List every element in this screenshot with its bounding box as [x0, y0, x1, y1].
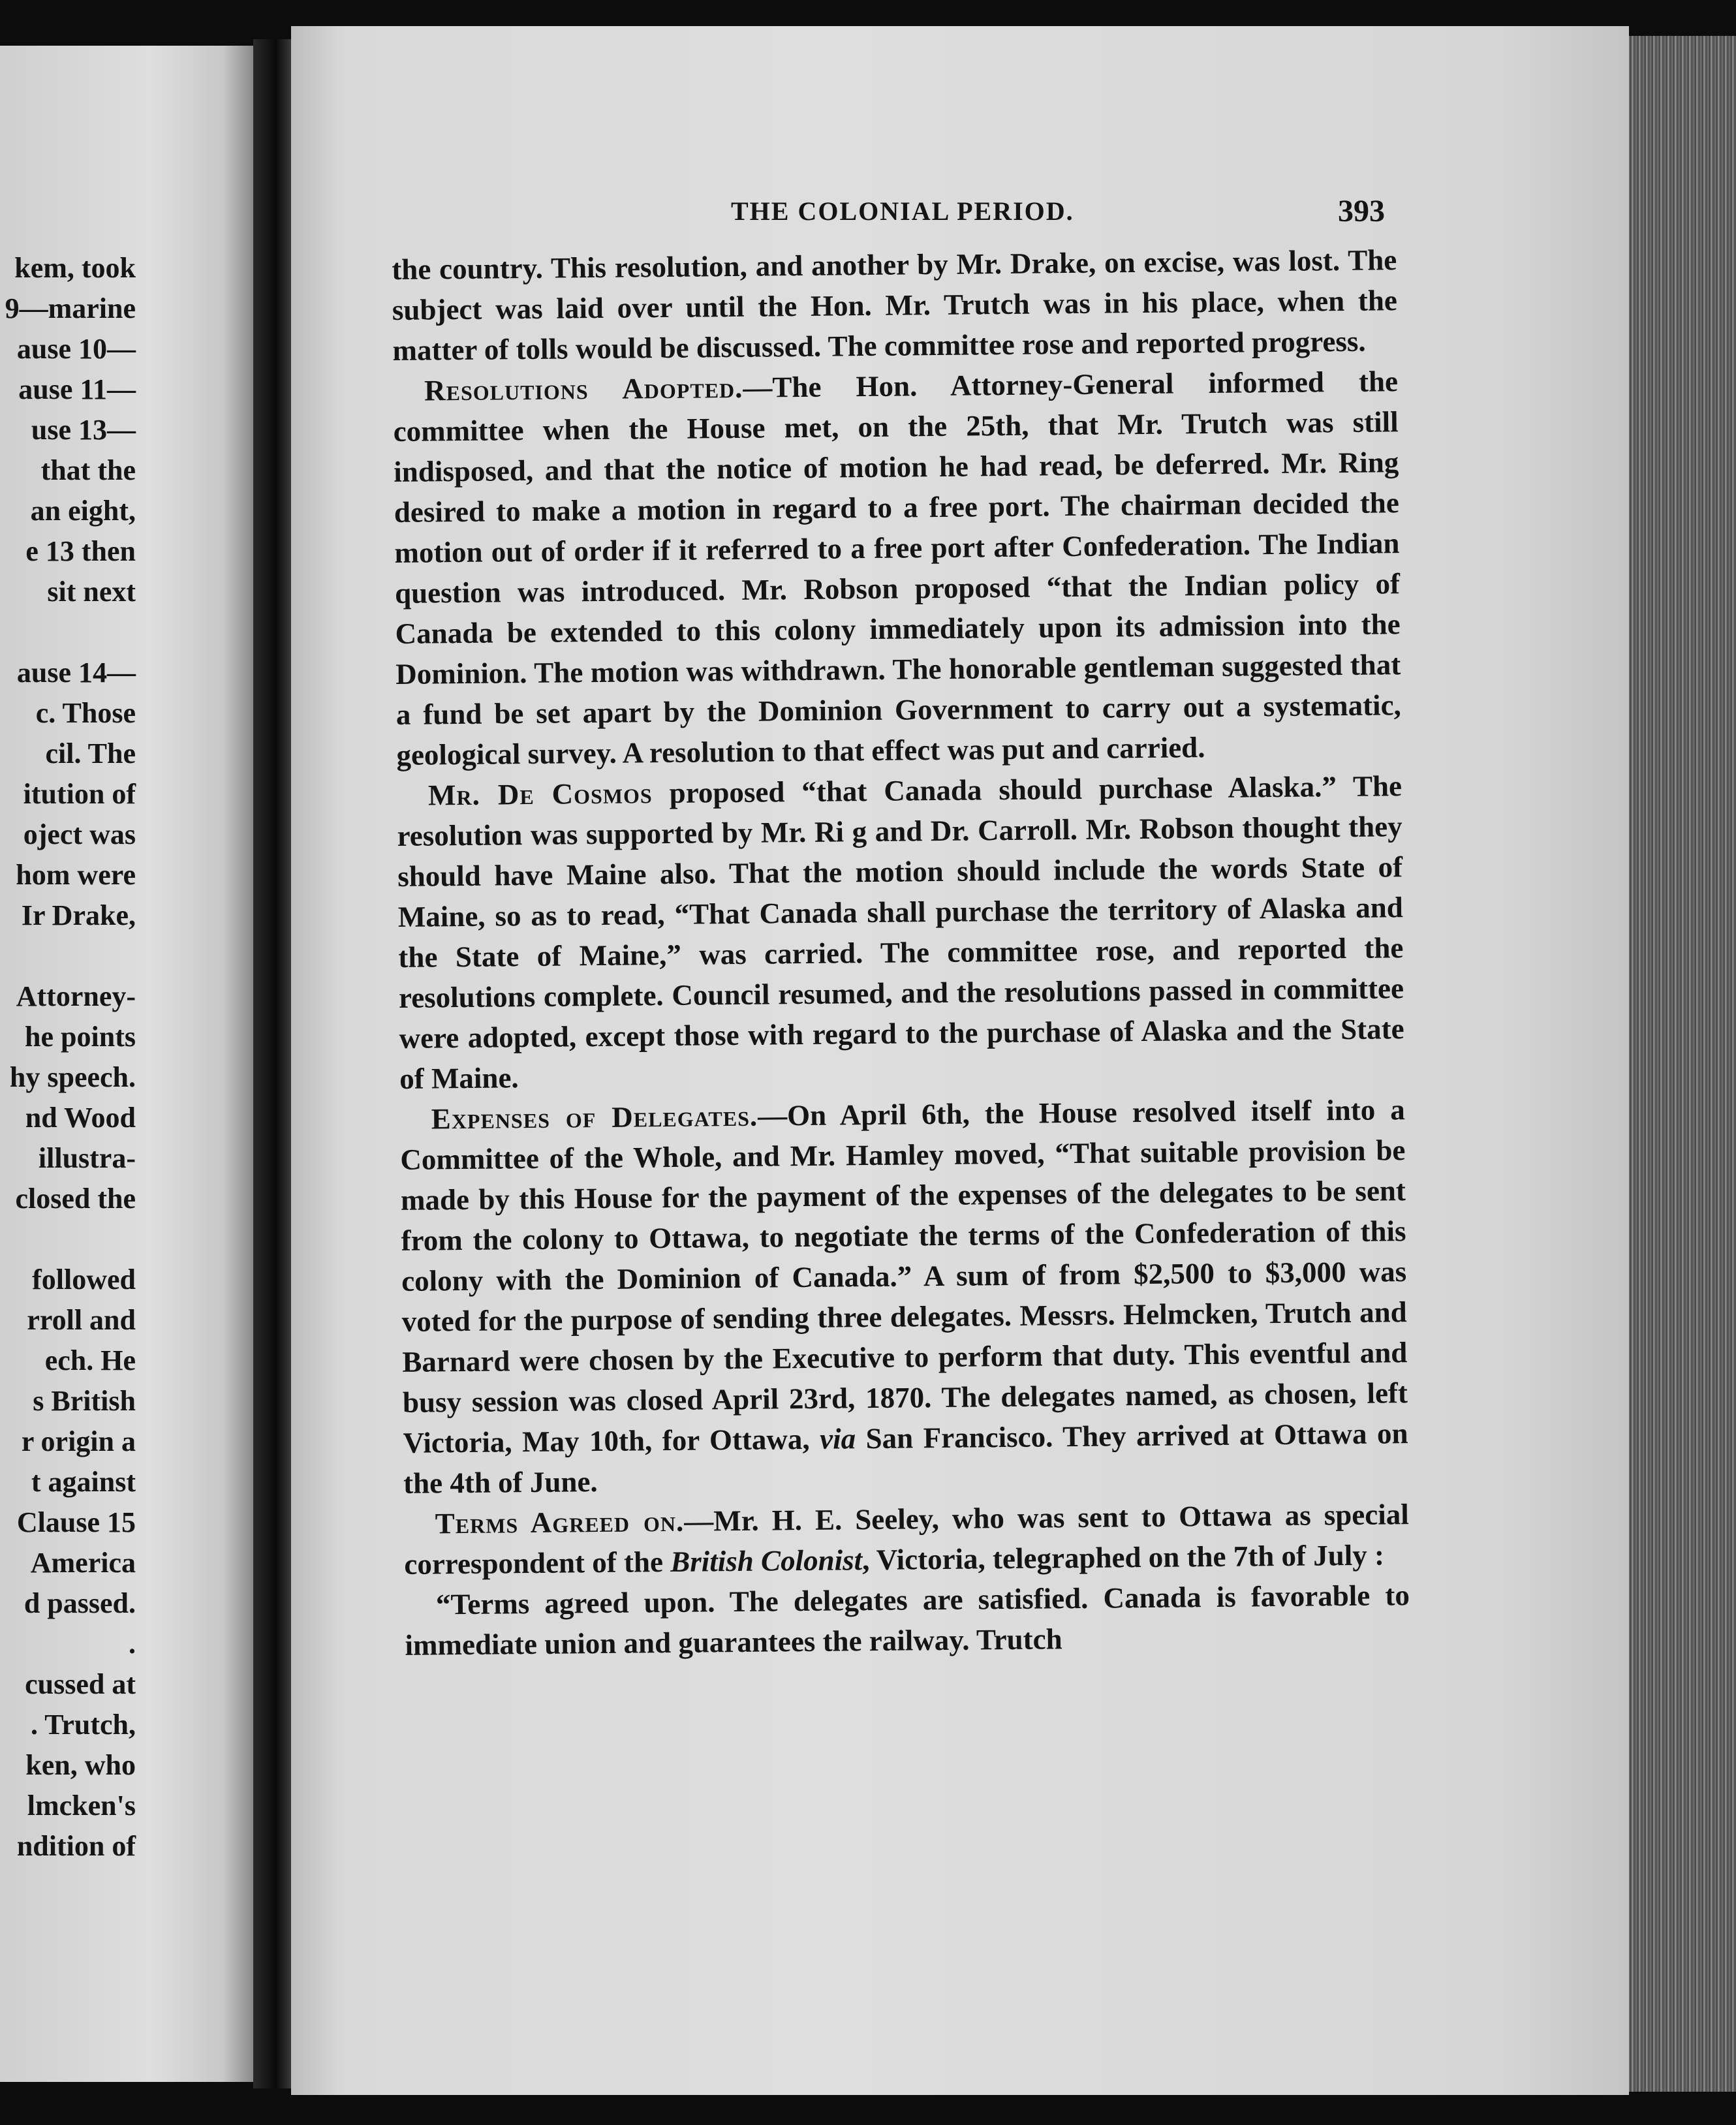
paragraph-5-tail: , Victoria, telegraphed on the 7th of July :: [861, 1538, 1385, 1577]
left-page-line: oject was: [23, 818, 136, 850]
left-page-line: illustra-: [38, 1142, 136, 1174]
left-page-line: c. Those: [35, 697, 136, 729]
paragraph-1: [392, 240, 1398, 371]
paragraph-expenses-of-delegates: [399, 1089, 1408, 1504]
left-page-line: ndition of: [16, 1830, 136, 1862]
left-page-line: ause 11—: [18, 373, 136, 405]
paragraph-4-text: —On April 6th, the House resolved itself into a Committee of the Whole, and Mr. Hamley moved, “That suitable provision be made by this House for the payment of the expenses of the delegates to be sent from the colony to Ottawa, to negotiate the terms of the Confederation of this colony with the Dominion of Canada.” A sum of from $2,500 to $3,000 was voted for the purpose of sending three delegates. Messrs. Helmcken, Trutch and Barnard were chosen by the Executive to perform that duty. This eventful and busy session was closed April 23rd, 1870. The delegates named, as chosen, left Victoria, May 10th, for Ottawa,: [400, 1093, 1408, 1459]
left-page-line: ken, who: [25, 1749, 136, 1781]
left-page-line: itution of: [23, 778, 136, 810]
left-page-line: he points: [25, 1021, 136, 1053]
left-page-line: rroll and: [27, 1304, 136, 1336]
left-page-line: ause 14—: [16, 657, 136, 689]
left-page-line: r origin a: [21, 1425, 136, 1457]
left-page-line: Clause 15: [16, 1506, 136, 1538]
left-page-line: hy speech.: [9, 1061, 136, 1093]
left-page-line: Ir Drake,: [21, 899, 136, 931]
left-page-line: . Trutch,: [31, 1709, 136, 1741]
left-page-line: America: [30, 1547, 136, 1579]
left-page-line: s British: [33, 1385, 136, 1417]
section-heading-terms-agreed-on: Terms Agreed on.: [435, 1504, 685, 1540]
paragraph-de-cosmos: [397, 766, 1405, 1099]
left-page-line: that the: [40, 454, 136, 486]
left-page-line: 9—marine: [5, 292, 136, 324]
left-page-line: [0, 936, 136, 976]
running-head: THE COLONIAL PERIOD.: [731, 196, 1074, 226]
body-text: [392, 240, 1410, 1666]
left-page-line: cussed at: [25, 1668, 136, 1700]
left-page-line: closed the: [15, 1183, 136, 1215]
paragraph-telegram-quote: [405, 1575, 1410, 1666]
paragraph-3-text: proposed “that Canada should purchase Alaska.” The resolution was supported by Mr. Ri g and Dr. Carroll. Mr. Robson thought they should have Maine also. That the motion should include the words State of Maine, so as to read, “That Canada shall purchase the territory of Alaska and the State of Maine,” was carried. The committee rose, and reported the resolutions complete. Council resumed, and the resolutions passed in committee were adopted, except those with regard to the purchase of Alaska and the State of Maine.: [397, 769, 1404, 1095]
left-page-line: e 13 then: [25, 535, 136, 567]
left-page-line: use 13—: [31, 414, 136, 446]
left-page-line: [0, 1219, 136, 1260]
speaker-de-cosmos: Mr. De Cosmos: [427, 777, 653, 812]
left-page-line: lmcken's: [27, 1790, 136, 1822]
left-page-line: t against: [31, 1466, 136, 1498]
paragraph-2-text: —The Hon. Attorney-General informed the committee when the House met, on the 25th, that Mr. Trutch was still indisposed, and that the notice of motion he had read, be deferred. Mr. Ring desired to make a motion in regard to a free port. The chairman decided the motion out of order if it referred to a free port after Confederation. The Indian question was introduced. Mr. Robson proposed “that the Indian policy of Canada be extended to this colony immediately upon its admission into the Dominion. The motion was withdrawn. The honorable gentleman suggested that a fund be set apart by the Dominion Government to carry out a systematic, geological survey. A resolution to that effect was put and carried.: [393, 365, 1402, 771]
italic-via: via: [819, 1422, 856, 1455]
left-page-line: sit next: [47, 576, 136, 608]
paragraph-5-text: —Mr. H. E. Seeley, who was sent to Ottawa as special correspondent of the: [404, 1498, 1409, 1581]
section-heading-resolutions-adopted: Resolutions Adopted.: [424, 371, 743, 407]
left-page-line: ause 10—: [16, 333, 136, 365]
left-page-line: d passed.: [23, 1587, 136, 1619]
paragraph-terms-agreed-on: [403, 1494, 1409, 1585]
left-page-line: kem, took: [14, 252, 136, 284]
left-page-line: .: [129, 1628, 136, 1660]
left-page-line: ech. He: [44, 1344, 136, 1376]
left-page-line: cil. The: [45, 737, 136, 769]
left-page-line: an eight,: [30, 495, 136, 527]
book-gutter: [253, 39, 291, 2088]
paragraph-6-text: “Terms agreed upon. The delegates are satisfied. Canada is favorable to immediate union and guarantees the railway. Trutch: [405, 1579, 1410, 1662]
left-page-line: hom were: [16, 859, 136, 891]
paragraph-4b-text: San Francisco. They arrived at Ottawa on the 4th of June.: [403, 1417, 1408, 1500]
left-page-text: [0, 248, 136, 1867]
left-page-line: nd Wood: [25, 1102, 136, 1134]
paragraph-resolutions-adopted: [393, 361, 1402, 775]
left-page: [0, 46, 253, 2082]
left-page-line: Attorney-: [16, 980, 136, 1012]
left-page-line: [0, 612, 136, 653]
paragraph-1-text: the country. This resolution, and another by Mr. Drake, on excise, was lost. The subject was laid over until the Hon. Mr. Trutch was in his place, when the matter of tolls would be discussed. The committee rose and reported progress.: [392, 243, 1398, 367]
page-edges: [1629, 36, 1736, 2092]
section-heading-expenses-of-delegates: Expenses of Delegates.: [431, 1099, 758, 1136]
page-number: 393: [1338, 194, 1385, 228]
italic-british-colonist: British Colonist: [670, 1543, 863, 1578]
left-page-line: followed: [32, 1264, 136, 1295]
